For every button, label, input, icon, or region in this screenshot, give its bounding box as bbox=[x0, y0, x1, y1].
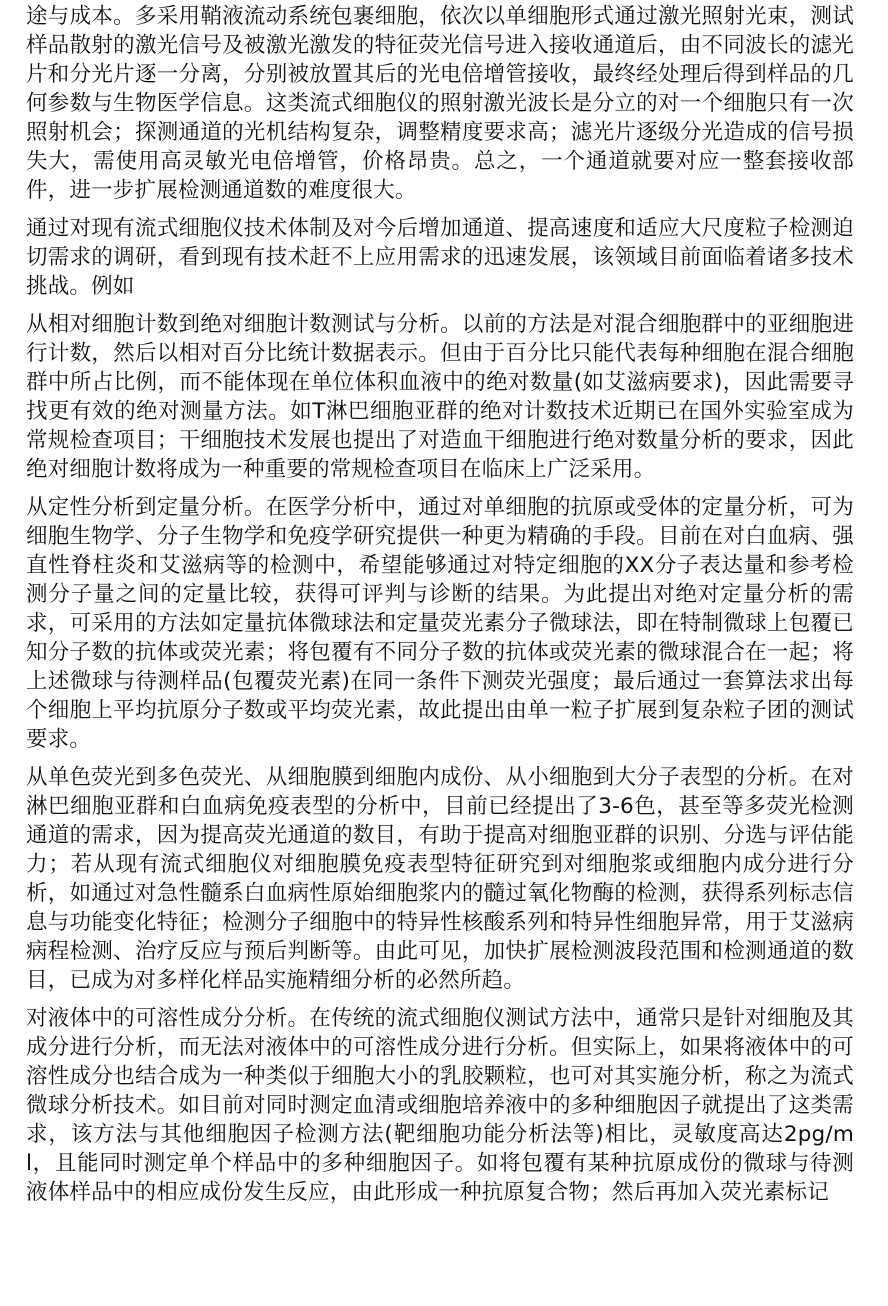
document-page bbox=[26, 2, 854, 1216]
paragraph-absolute-count: 从相对细胞计数到绝对细胞计数测试与分析。以前的方法是对混合细胞群中的亚细胞进行计数，然后以相对百分比统计数据表示。但由于百分比只能代表每种细胞在混合细胞群中所占比例，而不能体现在单位体积血液中的绝对数量(如艾滋病要求)，因此需要寻找更有效的绝对测量方法。如T淋巴细胞亚群的绝对计数技术近期已在国外实验室成为常规检查项目；干细胞技术发展也提出了对造血干细胞进行绝对数量分析的要求，因此绝对细胞计数将成为一种重要的常规检查项目在临床上广泛采用。 bbox=[26, 312, 854, 482]
paragraph-multicolor-fluorescence: 从单色荧光到多色荧光、从细胞膜到细胞内成份、从小细胞到大分子表型的分析。在对淋巴细胞亚群和白血病免疫表型的分析中，目前已经提出了3-6色，甚至等多荧光检测通道的需求，因为提高荧光通道的数目，有助于提高对细胞亚群的识别、分选与评估能力；若从现有流式细胞仪对细胞膜免疫表型特征研究到对细胞浆或细胞内成分进行分析，如通过对急性髓系白血病性原始细胞浆内的髓过氧化物酶的检测，获得系列标志信息与功能变化特征；检测分子细胞中的特异性核酸系列和特异性细胞异常，用于艾滋病病程检测、治疗反应与预后判断等。由此可见，加快扩展检测波段范围和检测通道的数目，已成为对多样化样品实施精细分析的必然所趋。 bbox=[26, 765, 854, 993]
paragraph-challenges-intro: 通过对现有流式细胞仪技术体制及对今后增加通道、提高速度和适应大尺度粒子检测迫切需求的调研，看到现有技术赶不上应用需求的迅速发展，该领域目前面临着诸多技术挑战。例如 bbox=[26, 216, 854, 299]
paragraph-continuation: 途与成本。多采用鞘液流动系统包裹细胞，依次以单细胞形式通过激光照射光束，测试样品散射的激光信号及被激光激发的特征荧光信号进入接收通道后，由不同波长的滤光片和分光片逐一分离，分别被放置其后的光电倍增管接收，最终经处理后得到样品的几何参数与生物医学信息。这类流式细胞仪的照射激光波长是分立的对一个细胞只有一次照射机会；探测通道的光机结构复杂，调整精度要求高；滤光片逐级分光造成的信号损失大，需使用高灵敏光电倍增管，价格昂贵。总之，一个通道就要对应一整套接收部件，进一步扩展检测通道数的难度很大。 bbox=[26, 4, 854, 203]
paragraph-quantitative-analysis: 从定性分析到定量分析。在医学分析中，通过对单细胞的抗原或受体的定量分析，可为细胞生物学、分子生物学和免疫学研究提供一种更为精确的手段。目前在对白血病、强直性脊柱炎和艾滋病等的检测中，希望能够通过对特定细胞的XX分子表达量和参考检测分子量之间的定量比较，获得可评判与诊断的结果。为此提出对绝对定量分析的需求，可采用的方法如定量抗体微球法和定量荧光素分子微球法，即在特制微球上包覆已知分子数的抗体或荧光素；将包覆有不同分子数的抗体或荧光素的微球混合在一起；将上述微球与待测样品(包覆荧光素)在同一条件下测荧光强度；最后通过一套算法求出每个细胞上平均抗原分子数或平均荧光素，故此提出由单一粒子扩展到复杂粒子团的测试要求。 bbox=[26, 495, 854, 752]
paragraph-soluble-components: 对液体中的可溶性成分分析。在传统的流式细胞仪测试方法中，通常只是针对细胞及其成分进行分析，而无法对液体中的可溶性成分进行分析。但实际上，如果将液体中的可溶性成分也结合成为一种类似于细胞大小的乳胶颗粒，也可对其实施分析，称之为流式微球分析技术。如目前对同时测定血清或细胞培养液中的多种细胞因子就提出了这类需求，该方法与其他细胞因子检测方法(靶细胞功能分析法等)相比，灵敏度高达2pg/ml，且能同时测定单个样品中的多种细胞因子。如将包覆有某种抗原成份的微球与待测液体样品中的相应成份发生反应，由此形成一种抗原复合物；然后再加入荧光素标记 bbox=[26, 1006, 854, 1205]
